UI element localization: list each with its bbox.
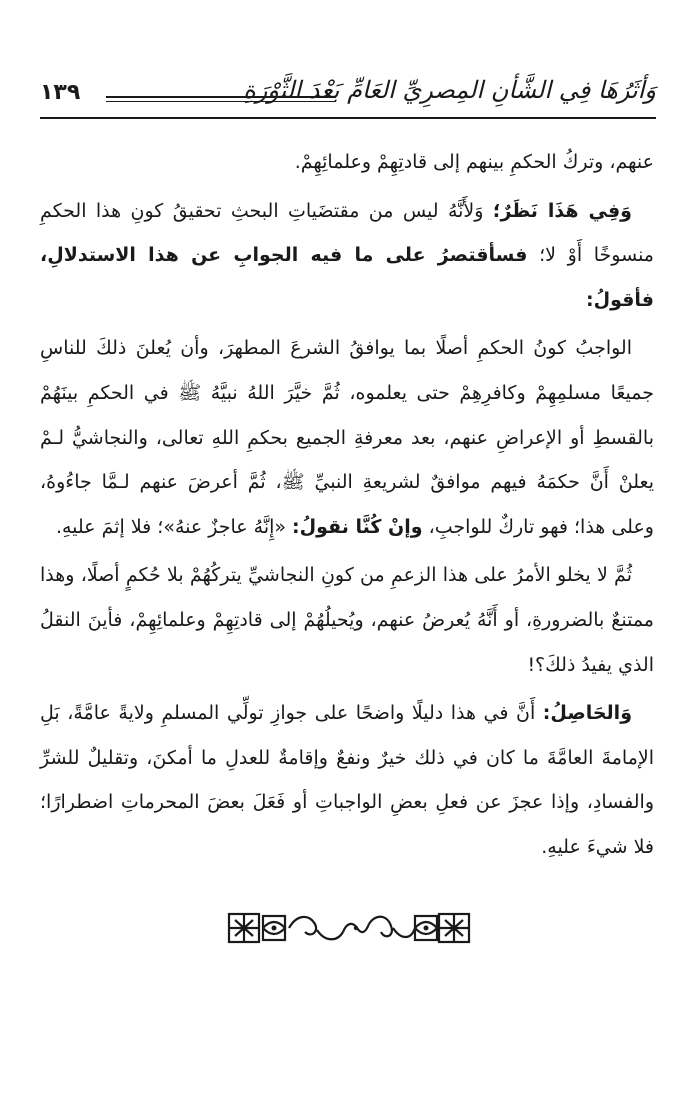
paragraph-2-text: وَلأَنَّهُ ليس من مقتضَياتِ البحثِ تحقيقُ كونِ هذا الحكمِ منسوخًا أَوْ لا؛ — [40, 199, 654, 267]
body-text — [40, 140, 654, 870]
decorative-floral-divider-icon — [225, 906, 473, 950]
running-header-title: وَأثَرُهَا فِي الشَّأنِ المِصرِيِّ العَامِّ بَعْدَ الثَّوْرَةِ — [243, 76, 656, 104]
paragraph-4 — [40, 553, 654, 687]
paragraph-5 — [40, 691, 654, 869]
header-rule — [40, 117, 656, 119]
paragraph-3 — [40, 326, 654, 549]
paragraph-2 — [40, 189, 654, 323]
paragraph-1-text: عنهم، وتركُ الحكمِ بينهم إلى قادتِهِمْ وعلمائِهِمْ. — [294, 151, 654, 173]
paragraph-1 — [40, 140, 654, 185]
paragraph-3-text-2: «إِنَّهُ عاجزٌ عنهُ»؛ فلا إثمَ عليهِ. — [55, 515, 293, 538]
header-dash-line — [106, 96, 336, 102]
paragraph-5-lead: وَالحَاصِلُ: — [542, 702, 632, 725]
paragraph-2-bold-tail: فسأقتصرُ على ما فيه الجوابِ عن هذا الاستدلالِ، فأقولُ: — [40, 244, 654, 311]
paragraph-3-text-1: الواجبُ كونُ الحكمِ أصلًا بما يوافقُ الشرعَ المطهرَ، وأن يُعلنَ ذلكَ للناسِ جميعًا مسلمِهِمْ وكافرِهِمْ حتى يعلموه، ثُمَّ خيَّرَ اللهُ نبيَّهُ ﷺ في الحكمِ بينَهُمْ بالقسطِ أو الإعراضِ عنهم، بعد معرفةِ الجميع بحكمِ اللهِ تعالى، والنجاشيُّ لـمْ يعلنْ أَنَّ حكمَهُ فيهم موافقٌ لشريعةِ النبيِّ ﷺ، ثُمَّ أعرضَ عنهم لـمَّا جاءُوهُ، وعلى هذا؛ فهو تاركٌ للواجبِ، — [40, 337, 654, 538]
page-number: ١٣٩ — [40, 80, 81, 105]
paragraph-3-bold-mid: وإنْ كُنَّا نقولُ: — [292, 515, 423, 538]
paragraph-4-text: ثُمَّ لا يخلو الأمرُ على هذا الزعمِ من كونِ النجاشيِّ يتركُهُمْ بلا حُكمٍ أصلًا، وهذا ممتنعٌ بالضرورةِ، أو أَنَّهُ يُعرضُ عنهم، ويُحيلُهُمْ إلى قادتِهِمْ وعلمائِهِمْ، فأينَ النقلُ الذي يفيدُ ذلكَ؟! — [40, 564, 654, 676]
paragraph-5-text: أَنَّ في هذا دليلًا واضحًا على جوازِ تولِّي المسلمِ ولايةً عامَّةً، بَلِ الإمامةَ العامَّةَ ما كان في ذلك خيرٌ ونفعٌ وإقامةٌ للعدلِ ما أمكنَ، وتقليلٌ للشرِّ والفسادِ، وإذا عجزَ عن فعلِ بعضِ الواجباتِ أو فَعَلَ بعضَ المحرماتِ اضطرارًا؛ فلا شيءَ عليهِ. — [40, 702, 654, 858]
running-header — [40, 68, 656, 118]
paragraph-2-lead: وَفِي هَذَا نَظَرٌ؛ — [492, 199, 632, 222]
